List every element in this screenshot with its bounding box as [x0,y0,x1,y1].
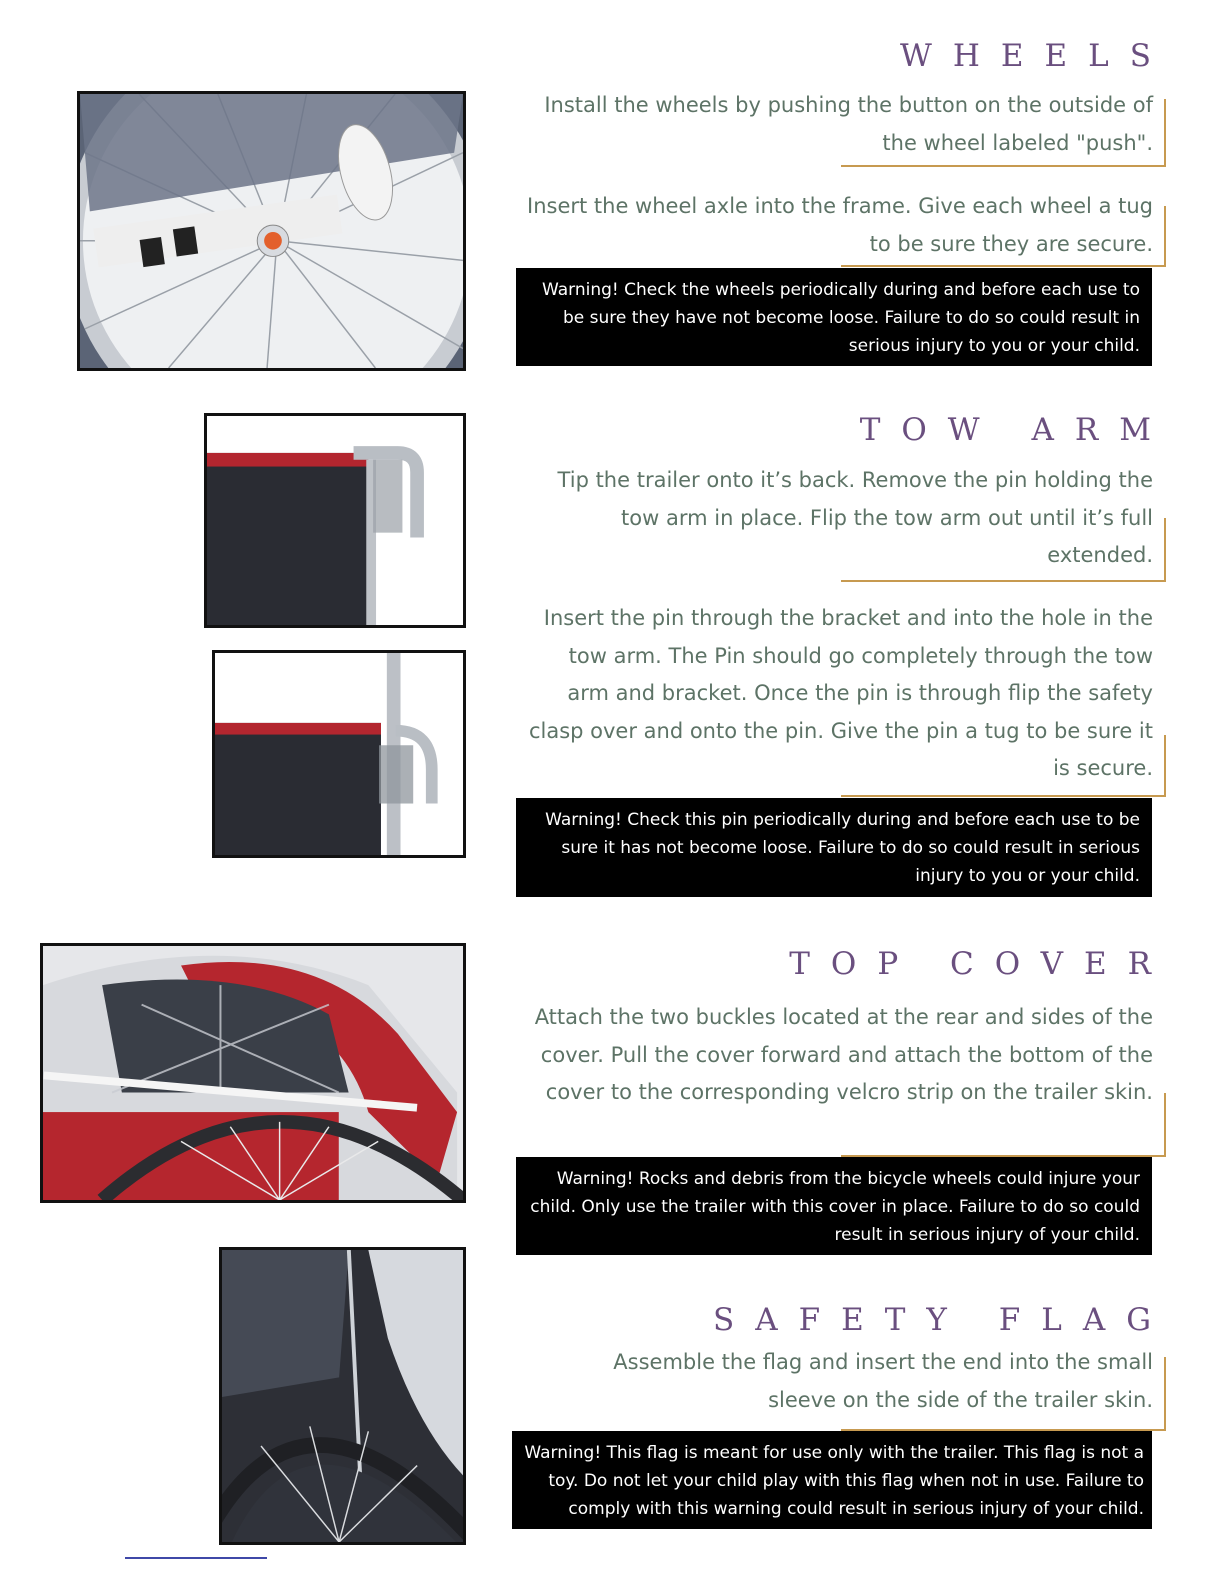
top-cover-paragraph: Attach the two buckles located at the rear and sides of the cover. Pull the cover forward and attach the bottom of the cover to the corresponding velcro strip on the trailer skin. [534,1005,1153,1105]
top-cover-photo [40,943,466,1203]
tow-arm-paragraph-1: Tip the trailer onto it’s back. Remove the pin holding the tow arm in place. Flip the tow arm out until it’s full extended. [557,468,1153,568]
wheel-photo [77,91,466,371]
wheels-heading: WHEELS [900,38,1172,74]
safety-flag-paragraph: Assemble the flag and insert the end into the small sleeve on the side of the trailer skin. [613,1350,1153,1412]
wheels-warning: Warning! Check the wheels periodically during and before each use to be sure they have not become loose. Failure to do so could result in serious injury to you or your child. [516,268,1152,366]
footer-rule [125,1557,267,1559]
top-cover-warning: Warning! Rocks and debris from the bicycle wheels could injure your child. Only use the trailer with this cover in place. Failure to do so could result in serious injury of your child. [516,1157,1152,1255]
safety-flag-heading: SAFETY FLAG [712,1302,1172,1338]
top-cover-heading: TOP COVER [789,946,1172,982]
safety-flag-photo [219,1247,466,1545]
tow-arm-photo-2 [212,650,466,858]
tow-arm-paragraph-2: Insert the pin through the bracket and into the hole in the tow arm. The Pin should go completely through the tow arm and bracket. Once the pin is through flip the safety clasp over and onto the pin. Give the pin a tug to be sure it is secure. [528,606,1153,781]
safety-flag-warning: Warning! This flag is meant for use only with the trailer. This flag is not a toy. Do not let your child play with this flag when not in use. Failure to comply with this warning could result in serious injury of your child. [512,1431,1152,1529]
tow-arm-heading: TOW ARM [859,412,1172,448]
wheels-paragraph-1: Install the wheels by pushing the button on the outside of the wheel labeled "push". [544,93,1153,155]
wheels-paragraph-2: Insert the wheel axle into the frame. Give each wheel a tug to be sure they are secure. [527,194,1153,256]
tow-arm-photo-1 [204,413,466,628]
tow-arm-warning: Warning! Check this pin periodically during and before each use to be sure it has not become loose. Failure to do so could result in serious injury to you or your child. [516,798,1152,897]
